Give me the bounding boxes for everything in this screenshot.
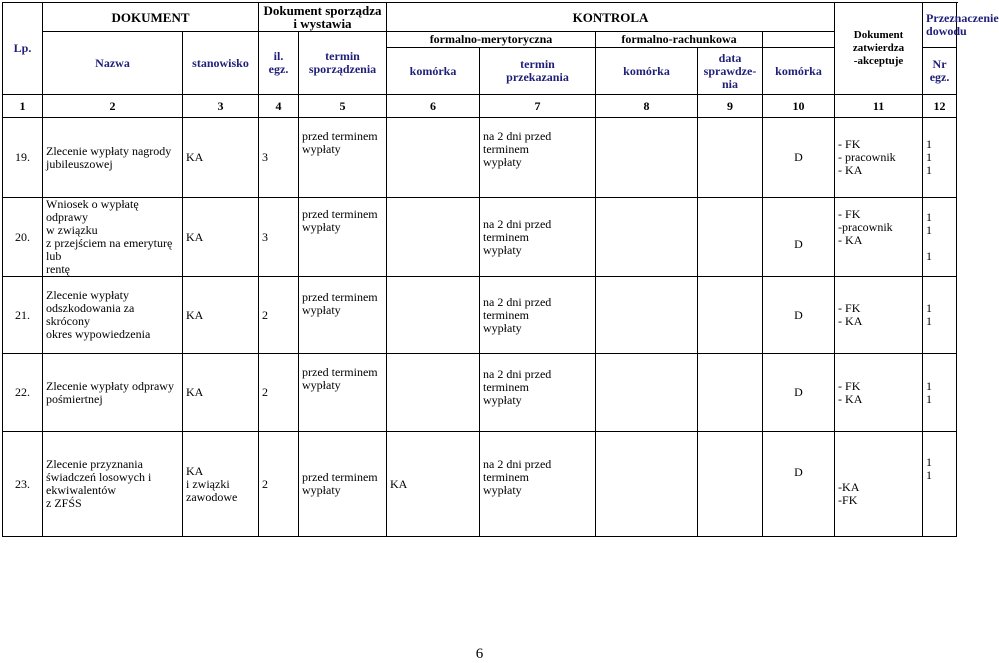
table-row xyxy=(3,354,957,432)
row-termin-sporzadzenia: przed terminem wypłaty xyxy=(299,277,387,354)
row-lp: 23. xyxy=(3,432,43,537)
row-termin-przekazania: na 2 dni przed terminem wypłaty xyxy=(480,432,596,537)
row-nr-egz: 1 1 1 xyxy=(923,118,957,198)
row-komorka-przeznaczenie: - FK - KA xyxy=(835,354,923,432)
header-il-egz: il. egz. xyxy=(259,32,299,95)
row-termin-sporzadzenia: przed terminem wypłaty xyxy=(299,354,387,432)
row-data-sprawdzenia xyxy=(698,118,763,198)
row-termin-przekazania: na 2 dni przed terminem wypłaty xyxy=(480,277,596,354)
row-termin-sporzadzenia: przed terminem wypłaty xyxy=(299,432,387,537)
row-lp: 22. xyxy=(3,354,43,432)
header-termin-przekazania: termin przekazania xyxy=(480,48,596,95)
row-termin-przekazania: na 2 dni przed terminem wypłaty xyxy=(480,198,596,277)
row-komorka-fr xyxy=(596,432,698,537)
row-nazwa: Wniosek o wypłatę odprawy w związku z przejściem na emeryturę lub rentę xyxy=(43,198,183,277)
row-lp: 19. xyxy=(3,118,43,198)
column-number: 4 xyxy=(259,95,299,118)
row-komorka-fm xyxy=(387,118,480,198)
row-komorka-przeznaczenie: - FK - KA xyxy=(835,277,923,354)
row-komorka-przeznaczenie: - FK - pracownik - KA xyxy=(835,118,923,198)
row-termin-przekazania: na 2 dni przed terminem wypłaty xyxy=(480,354,596,432)
header-lp: Lp. xyxy=(3,3,43,95)
row-il-egz: 2 xyxy=(259,277,299,354)
header-data-sprawdzenia: data sprawdze- nia xyxy=(698,48,763,95)
column-number: 7 xyxy=(480,95,596,118)
row-il-egz: 2 xyxy=(259,354,299,432)
header-przeznaczenie: Przeznaczenie dowodu xyxy=(923,3,957,48)
header-komorka-przeznaczenie: komórka xyxy=(763,48,835,95)
row-termin-sporzadzenia: przed terminem wypłaty xyxy=(299,198,387,277)
row-nazwa: Zlecenie wypłaty nagrody jubileuszowej xyxy=(43,118,183,198)
header-nr-egz: Nr egz. xyxy=(923,48,957,95)
table-row xyxy=(3,432,957,537)
row-komorka-fr xyxy=(596,354,698,432)
row-komorka-fm: KA xyxy=(387,432,480,537)
header-formalno-rachunkowa: formalno-rachunkowa xyxy=(596,32,763,48)
header-komorka-fm: komórka xyxy=(387,48,480,95)
row-nr-egz: 1 1 xyxy=(923,277,957,354)
row-zatwierdza: D xyxy=(763,354,835,432)
page-number: 6 xyxy=(475,646,484,662)
row-nr-egz: 1 1 1 xyxy=(923,198,957,277)
column-number: 6 xyxy=(387,95,480,118)
row-komorka-fm xyxy=(387,198,480,277)
row-zatwierdza: D xyxy=(763,277,835,354)
row-komorka-fm xyxy=(387,354,480,432)
document-table xyxy=(2,2,999,537)
column-number: 2 xyxy=(43,95,183,118)
row-komorka-fr xyxy=(596,277,698,354)
column-number: 9 xyxy=(698,95,763,118)
row-lp: 21. xyxy=(3,277,43,354)
row-data-sprawdzenia xyxy=(698,198,763,277)
row-zatwierdza: D xyxy=(763,198,835,277)
row-data-sprawdzenia xyxy=(698,432,763,537)
row-komorka-fm xyxy=(387,277,480,354)
header-komorka-fr: komórka xyxy=(596,48,698,95)
row-nazwa: Zlecenie przyznania świadczeń losowych i ekwiwalentów z ZFŚS xyxy=(43,432,183,537)
row-data-sprawdzenia xyxy=(698,277,763,354)
header-termin-sporzadzenia: termin sporządzenia xyxy=(299,32,387,95)
column-number: 8 xyxy=(596,95,698,118)
row-nr-egz: 1 1 xyxy=(923,432,957,537)
column-number: 12 xyxy=(923,95,957,118)
row-il-egz: 2 xyxy=(259,432,299,537)
row-stanowisko: KA i związki zawodowe xyxy=(183,432,259,537)
row-komorka-fr xyxy=(596,118,698,198)
row-stanowisko: KA xyxy=(183,118,259,198)
column-number-row xyxy=(3,95,957,118)
row-nazwa: Zlecenie wypłaty odprawy pośmiertnej xyxy=(43,354,183,432)
column-number: 10 xyxy=(763,95,835,118)
header-stanowisko: stanowisko xyxy=(183,32,259,95)
header-dokument: DOKUMENT xyxy=(43,3,259,32)
column-number: 1 xyxy=(3,95,43,118)
header-dokument-zatwierdza: Dokument zatwierdza -akceptuje xyxy=(835,3,923,95)
row-komorka-fr xyxy=(596,198,698,277)
row-nr-egz: 1 1 xyxy=(923,354,957,432)
column-number: 5 xyxy=(299,95,387,118)
row-data-sprawdzenia xyxy=(698,354,763,432)
header-kontrola: KONTROLA xyxy=(387,3,835,32)
column-number: 3 xyxy=(183,95,259,118)
row-komorka-przeznaczenie: -KA -FK xyxy=(835,432,923,537)
row-nazwa: Zlecenie wypłaty odszkodowania za skrócony okres wypowiedzenia xyxy=(43,277,183,354)
row-termin-przekazania: na 2 dni przed terminem wypłaty xyxy=(480,118,596,198)
table-row xyxy=(3,118,957,198)
row-stanowisko: KA xyxy=(183,277,259,354)
row-lp: 20. xyxy=(3,198,43,277)
column-number: 11 xyxy=(835,95,923,118)
row-il-egz: 3 xyxy=(259,118,299,198)
row-stanowisko: KA xyxy=(183,198,259,277)
table-row xyxy=(3,198,957,277)
table-row xyxy=(3,277,957,354)
row-zatwierdza: D xyxy=(763,432,835,537)
header-dokument-sporzadza: Dokument sporządza i wystawia xyxy=(259,3,387,32)
row-komorka-przeznaczenie: - FK -pracownik - KA xyxy=(835,198,923,277)
header-nazwa: Nazwa xyxy=(43,32,183,95)
row-stanowisko: KA xyxy=(183,354,259,432)
row-il-egz: 3 xyxy=(259,198,299,277)
row-zatwierdza: D xyxy=(763,118,835,198)
header-formalno-merytoryczna: formalno-merytoryczna xyxy=(387,32,596,48)
row-termin-sporzadzenia: przed terminem wypłaty xyxy=(299,118,387,198)
